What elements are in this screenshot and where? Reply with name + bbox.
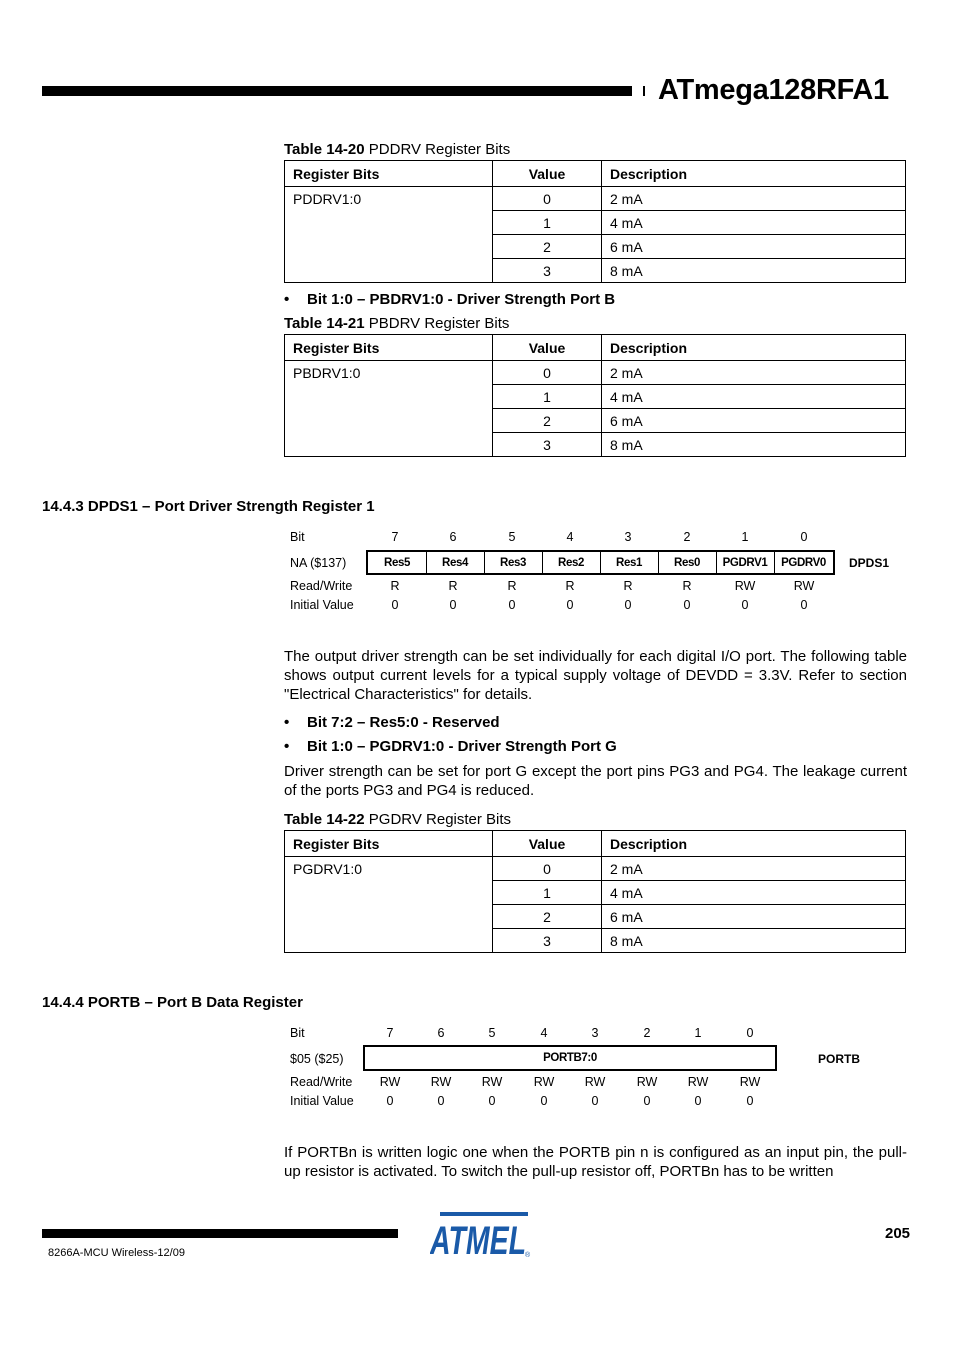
description-cell: 8 mA: [602, 433, 906, 457]
bullet-pbdrv: [284, 291, 615, 308]
read-write-value: RW: [734, 579, 756, 593]
read-write-value: R: [682, 579, 692, 593]
column-header: Register Bits: [285, 161, 493, 187]
register-bit-box: [366, 550, 835, 575]
initial-value: 0: [437, 1094, 445, 1108]
footer-rule: [42, 1229, 398, 1238]
column-header: Description: [602, 161, 906, 187]
bit-number: 7: [386, 1026, 394, 1040]
description-cell: 4 mA: [602, 881, 906, 905]
table-caption-pddrv: [284, 141, 510, 158]
column-header: Register Bits: [285, 831, 493, 857]
description-cell: 2 mA: [602, 361, 906, 385]
read-write-value: RW: [793, 579, 815, 593]
read-write-value: RW: [430, 1075, 452, 1089]
bullet-text: Bit 1:0 – PBDRV1:0 - Driver Strength Port B: [307, 291, 616, 308]
value-cell: 2: [493, 235, 602, 259]
bit-number: 0: [746, 1026, 754, 1040]
initial-value: 0: [643, 1094, 651, 1108]
bullet-dot: •: [284, 291, 290, 308]
value-cell: 1: [493, 211, 602, 235]
read-write-value: RW: [739, 1075, 761, 1089]
atmel-logo: [430, 1209, 532, 1264]
bullet-pgdrv: [284, 738, 617, 755]
initial-value: 0: [624, 598, 632, 612]
bit-number: 3: [624, 530, 632, 544]
bullet-dot: •: [284, 714, 290, 731]
initial-value: 0: [449, 598, 457, 612]
read-write-value: RW: [533, 1075, 555, 1089]
column-header: Register Bits: [285, 335, 493, 361]
read-write-value: RW: [481, 1075, 503, 1089]
page-number: 205: [885, 1225, 911, 1242]
initial-value: 0: [694, 1094, 702, 1108]
table-caption-text: PBDRV Register Bits: [364, 315, 510, 332]
document-title: ATmega128RFA1: [658, 74, 889, 106]
value-cell: 0: [493, 857, 602, 881]
paragraph-driver-strength: The output driver strength can be set individually for each digital I/O port. The following table shows output current levels for a typical supply voltage of DEVDD = 3.3V. Refer to section "Electrical Characteristics" for details.: [284, 648, 907, 703]
bit-number: 3: [591, 1026, 599, 1040]
bit-row-label: Bit: [290, 530, 305, 544]
register-bit-cell: Res4: [426, 552, 485, 573]
table-caption-text: PGDRV Register Bits: [364, 811, 512, 828]
description-cell: 6 mA: [602, 409, 906, 433]
bit-number: 6: [437, 1026, 445, 1040]
description-cell: 6 mA: [602, 905, 906, 929]
bit-number: 0: [800, 530, 808, 544]
register-name: DPDS1: [849, 556, 890, 570]
table-caption-pbdrv: [284, 315, 509, 332]
register-bit-cell: Res2: [542, 552, 601, 573]
table-caption-pgdrv: [284, 811, 511, 828]
value-cell: 2: [493, 409, 602, 433]
bullet-dot: •: [284, 738, 290, 755]
paragraph-portb: If PORTBn is written logic one when the PORTB pin n is configured as an input pin, the pull-up resistor is activated. To switch the pull-up resistor off, PORTBn has to be written: [284, 1144, 907, 1180]
initial-value: 0: [741, 598, 749, 612]
value-cell: 3: [493, 929, 602, 953]
bit-number: 7: [391, 530, 399, 544]
paragraph-port-g: Driver strength can be set for port G except the port pins PG3 and PG4. The leakage current of the ports PG3 and PG4 is reduced.: [284, 763, 907, 799]
header-rule: [42, 86, 632, 96]
bit-number: 6: [449, 530, 457, 544]
register-address: NA ($137): [290, 556, 347, 570]
header-rule-tick: [643, 86, 645, 96]
read-write-value: RW: [636, 1075, 658, 1089]
description-cell: 6 mA: [602, 235, 906, 259]
bit-number: 1: [741, 530, 749, 544]
initial-value: 0: [566, 598, 574, 612]
initial-value-label: Initial Value: [290, 598, 354, 612]
column-header: Value: [493, 161, 602, 187]
section-heading-dpds1: 14.4.3 DPDS1 – Port Driver Strength Register 1: [42, 498, 375, 515]
initial-value: 0: [508, 598, 516, 612]
read-write-value: R: [565, 579, 575, 593]
description-cell: 8 mA: [602, 929, 906, 953]
read-write-value: R: [448, 579, 458, 593]
table-number: Table 14-22: [284, 811, 365, 828]
read-write-value: R: [390, 579, 400, 593]
read-write-value: RW: [687, 1075, 709, 1089]
value-cell: 0: [493, 361, 602, 385]
bit-number: 4: [540, 1026, 548, 1040]
value-cell: 0: [493, 187, 602, 211]
register-bit-cell: PGDRV1: [716, 552, 775, 573]
value-cell: 1: [493, 385, 602, 409]
bit-row-label: Bit: [290, 1026, 305, 1040]
description-cell: 8 mA: [602, 259, 906, 283]
table-caption-text: PDDRV Register Bits: [364, 141, 511, 158]
table-number: Table 14-20: [284, 141, 365, 158]
column-header: Value: [493, 831, 602, 857]
column-header: Description: [602, 335, 906, 361]
description-cell: 4 mA: [602, 385, 906, 409]
register-bit-box: [363, 1045, 777, 1071]
bit-number: 5: [488, 1026, 496, 1040]
bullet-reserved: [284, 714, 500, 731]
bit-number: 1: [694, 1026, 702, 1040]
column-header: Value: [493, 335, 602, 361]
initial-value: 0: [540, 1094, 548, 1108]
initial-value: 0: [391, 598, 399, 612]
read-write-value: RW: [379, 1075, 401, 1089]
initial-value: 0: [800, 598, 808, 612]
bit-number: 5: [508, 530, 516, 544]
initial-value: 0: [746, 1094, 754, 1108]
description-cell: 4 mA: [602, 211, 906, 235]
register-bit-cell: Res5: [368, 552, 427, 573]
register-bit-cell: PGDRV0: [781, 556, 826, 569]
description-cell: 2 mA: [602, 187, 906, 211]
read-write-value: R: [507, 579, 517, 593]
registered-mark: ®: [525, 1252, 531, 1259]
register-bit-cell: Res1: [600, 552, 659, 573]
register-address: $05 ($25): [290, 1052, 344, 1066]
bullet-text: Bit 7:2 – Res5:0 - Reserved: [307, 714, 500, 731]
document-id: 8266A-MCU Wireless-12/09: [48, 1247, 185, 1259]
register-name: PORTB: [818, 1052, 860, 1066]
description-cell: 2 mA: [602, 857, 906, 881]
section-heading-portb: 14.4.4 PORTB – Port B Data Register: [42, 994, 303, 1011]
read-write-label: Read/Write: [290, 1075, 353, 1089]
initial-value-label: Initial Value: [290, 1094, 354, 1108]
value-cell: 2: [493, 905, 602, 929]
initial-value: 0: [488, 1094, 496, 1108]
atmel-logo-graphic: [430, 1209, 532, 1259]
initial-value: 0: [591, 1094, 599, 1108]
table-number: Table 14-21: [284, 315, 365, 332]
value-cell: 3: [493, 259, 602, 283]
register-bit-cell: PORTB7:0: [543, 1052, 597, 1064]
initial-value: 0: [386, 1094, 394, 1108]
register-bits-cell: PGDRV1:0: [285, 857, 493, 953]
register-bit-cell: Res3: [484, 552, 543, 573]
bit-number: 4: [566, 530, 574, 544]
register-bit-cell: Res0: [658, 552, 717, 573]
value-cell: 3: [493, 433, 602, 457]
bit-number: 2: [683, 530, 691, 544]
read-write-value: RW: [584, 1075, 606, 1089]
initial-value: 0: [683, 598, 691, 612]
column-header: Description: [602, 831, 906, 857]
table-pgdrv: [284, 830, 906, 953]
atmel-logo-text: ATMEL: [430, 1219, 526, 1259]
table-pbdrv: [284, 334, 906, 457]
read-write-label: Read/Write: [290, 579, 353, 593]
register-bits-cell: PBDRV1:0: [285, 361, 493, 457]
bit-number: 2: [643, 1026, 651, 1040]
bullet-text: Bit 1:0 – PGDRV1:0 - Driver Strength Port G: [307, 738, 617, 755]
table-pddrv: [284, 160, 906, 283]
value-cell: 1: [493, 881, 602, 905]
register-bits-cell: PDDRV1:0: [285, 187, 493, 283]
read-write-value: R: [623, 579, 633, 593]
